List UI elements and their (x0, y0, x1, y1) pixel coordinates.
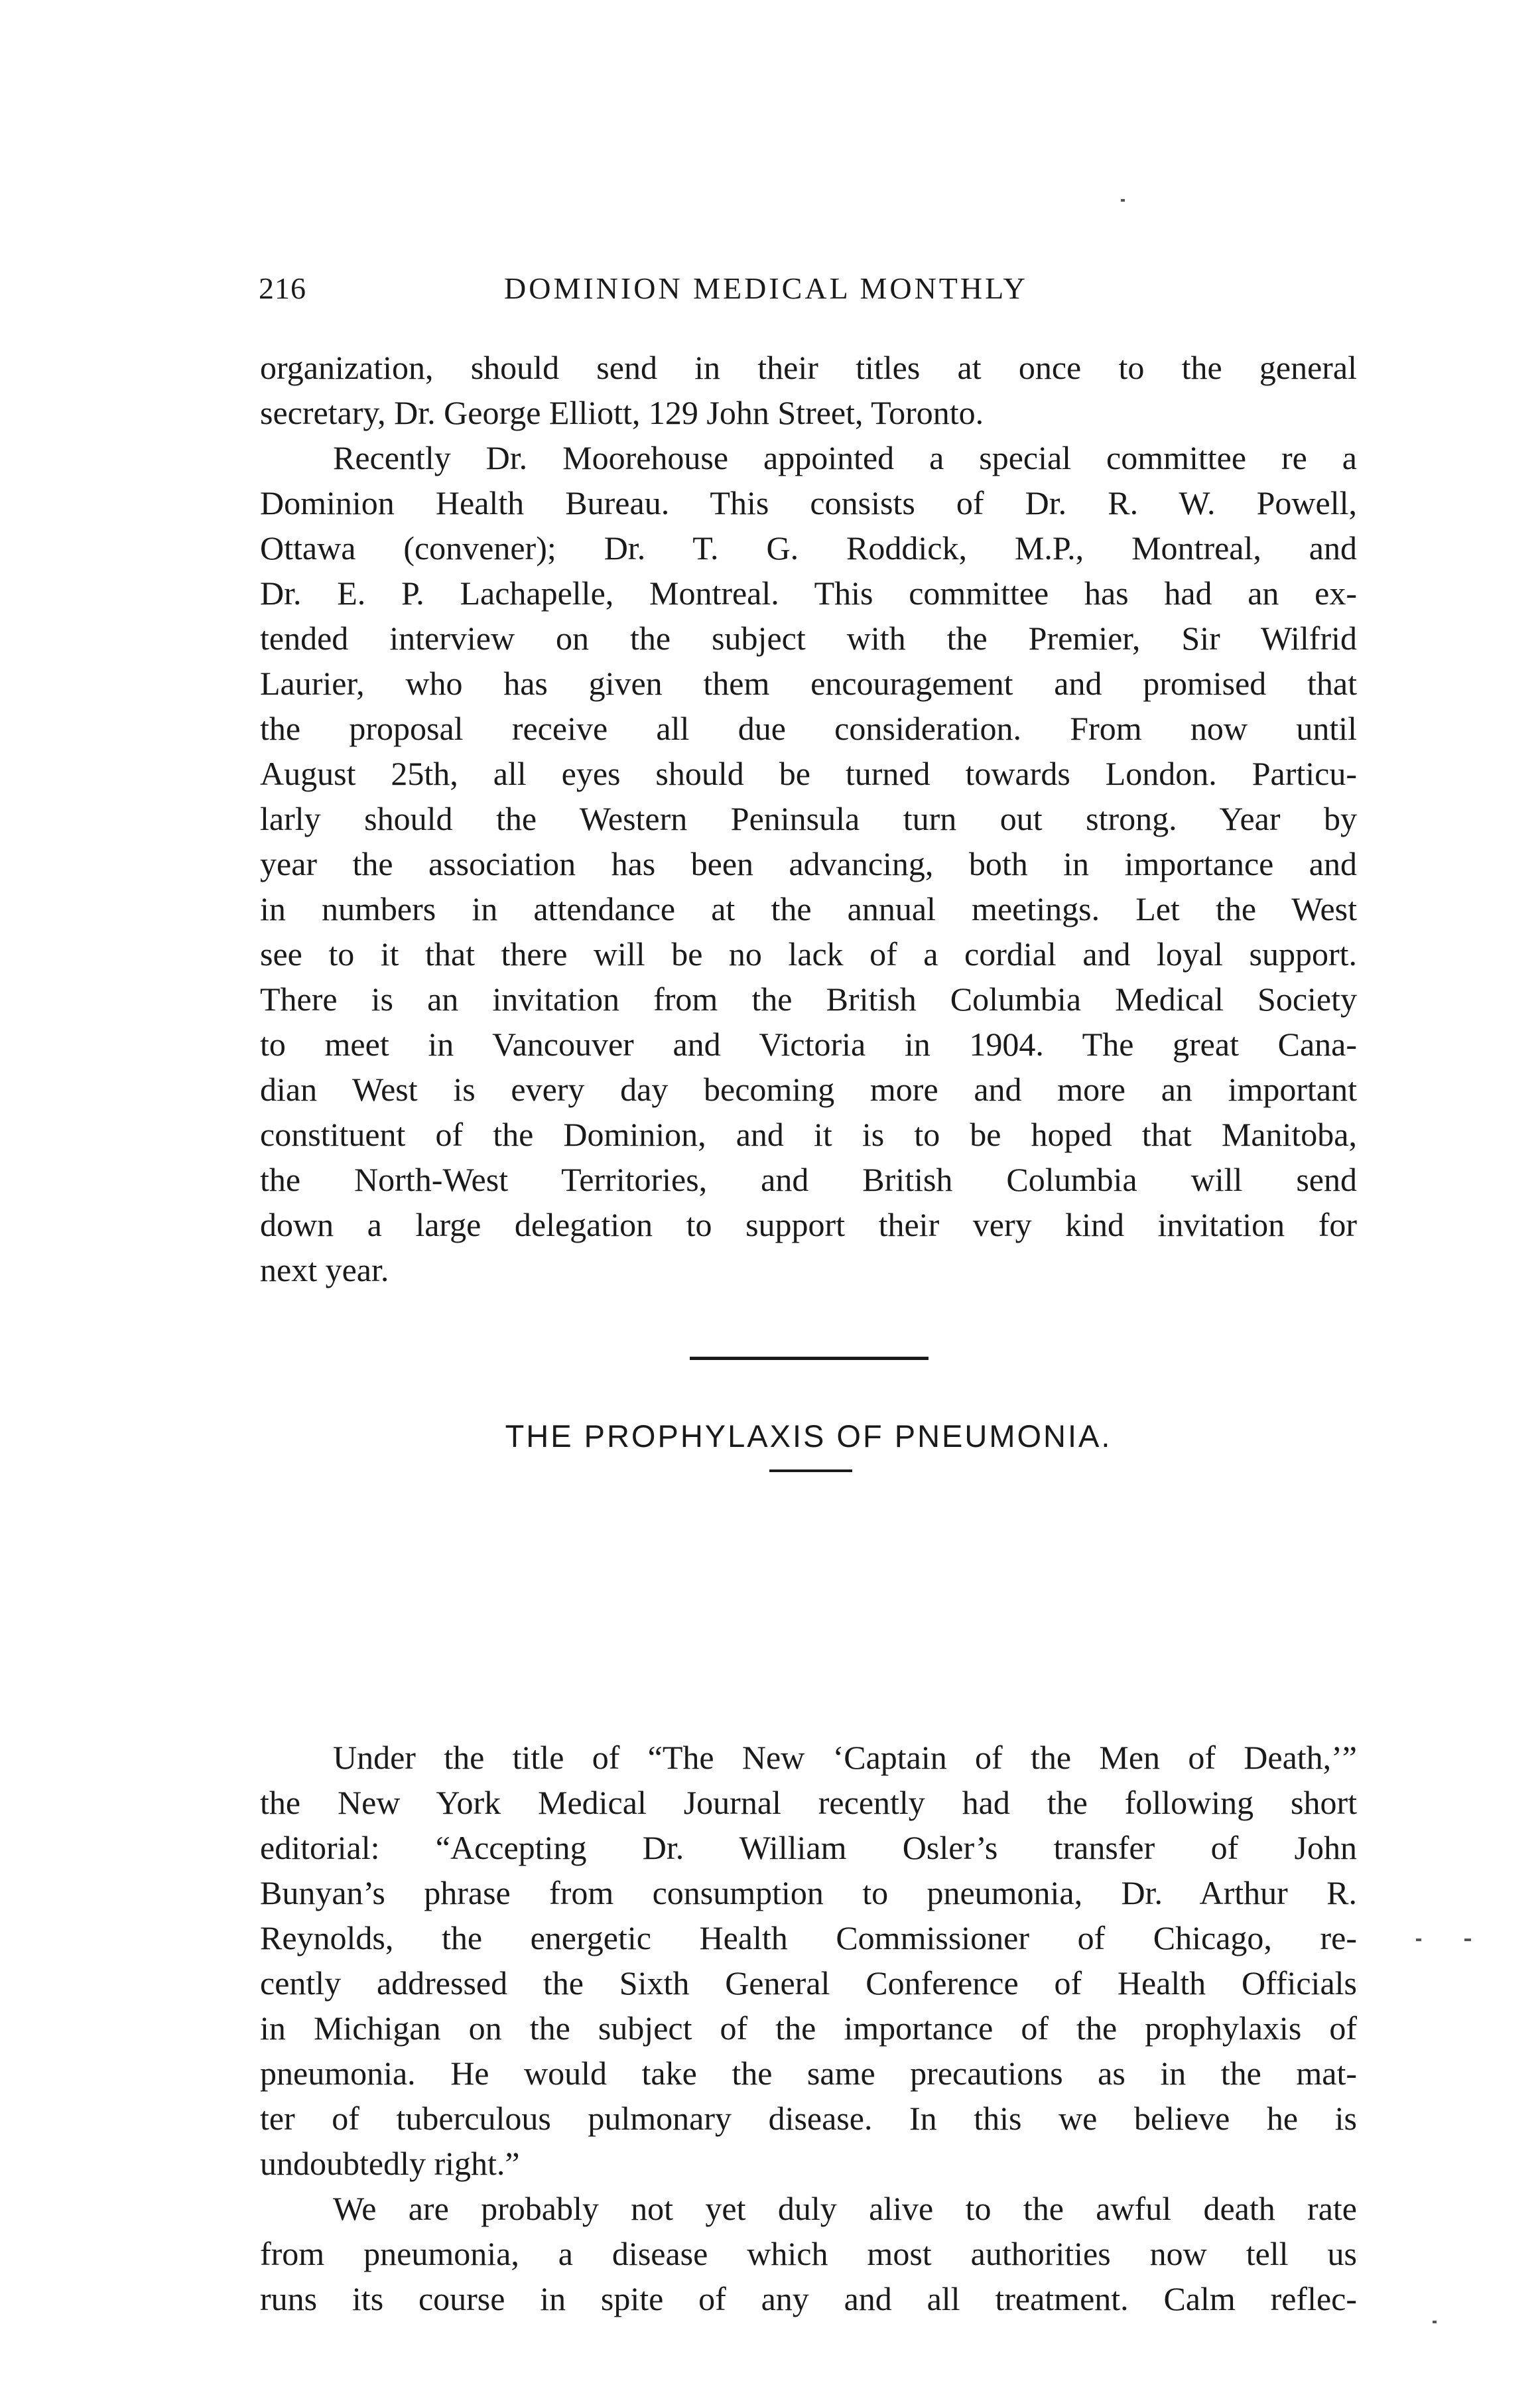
paragraph-2-line: Recently Dr. Moorehouse appointed a special committee re a (333, 439, 1357, 476)
paragraph-2-line: dian West is every day becoming more and more an important (260, 1071, 1357, 1108)
paragraph-2-line: down a large delegation to support their very kind invitation for (260, 1206, 1357, 1243)
body-text-top (260, 345, 1357, 1292)
paragraph-2-line: Dominion Health Bureau. This consists of Dr. R. W. Powell, (260, 484, 1357, 521)
scan-speck (1416, 1939, 1421, 1941)
paragraph-1-line: organization, should send in their titles at once to the general (260, 349, 1357, 386)
paragraph-1-line: secretary, Dr. George Elliott, 129 John Street, Toronto. (260, 394, 984, 431)
scan-speck (1433, 2321, 1437, 2323)
paragraph-3-line: Bunyan’s phrase from consumption to pneumonia, Dr. Arthur R. (260, 1874, 1357, 1911)
scan-speck (1464, 1939, 1471, 1941)
paragraph-2-line: next year. (260, 1251, 389, 1288)
paragraph-3-line: Reynolds, the energetic Health Commissioner of Chicago, re- (260, 1919, 1357, 1956)
paragraph-2-line: Dr. E. P. Lachapelle, Montreal. This committee has had an ex- (260, 575, 1357, 612)
paragraph-4-line: from pneumonia, a disease which most authorities now tell us (260, 2235, 1357, 2272)
paragraph-2-line: tended interview on the subject with the Premier, Sir Wilfrid (260, 620, 1357, 657)
paragraph-3-line: pneumonia. He would take the same precautions as in the mat- (260, 2055, 1357, 2092)
paragraph-2-line: the proposal receive all due consideration. From now until (260, 710, 1357, 747)
running-head (259, 269, 1360, 308)
paragraph-2-line: to meet in Vancouver and Victoria in 1904. The great Cana- (260, 1026, 1357, 1063)
paragraph-2-line: August 25th, all eyes should be turned towards London. Particu- (260, 755, 1357, 792)
paragraph-2-line: Laurier, who has given them encouragement and promised that (260, 665, 1357, 702)
paragraph-3-line: cently addressed the Sixth General Conference of Health Officials (260, 1964, 1357, 2002)
paragraph-2-line: see to it that there will be no lack of a cordial and loyal support. (260, 935, 1357, 973)
paragraph-2-line: year the association has been advancing, both in importance and (260, 845, 1357, 882)
journal-title: DOMINION MEDICAL MONTHLY (504, 271, 1028, 305)
paragraph-2-line: larly should the Western Peninsula turn out strong. Year by (260, 800, 1357, 837)
paragraph-3-line: Under the title of “The New ‘Captain of the Men of Death,’” (333, 1739, 1357, 1776)
scan-speck (1121, 199, 1125, 202)
paragraph-3-line: undoubtedly right.” (260, 2145, 520, 2182)
heading-underline-rule (769, 1469, 852, 1472)
paragraph-2-line: in numbers in attendance at the annual meetings. Let the West (260, 890, 1357, 927)
paragraph-4-line: We are probably not yet duly alive to the awful death rate (333, 2190, 1357, 2227)
section-divider-rule (690, 1357, 929, 1360)
paragraph-3-line: ter of tuberculous pulmonary disease. In this we believe he is (260, 2100, 1357, 2137)
paragraph-2-line: Ottawa (convener); Dr. T. G. Roddick, M.P., Montreal, and (260, 529, 1357, 567)
body-text-bottom (260, 1735, 1357, 2321)
paragraph-3-line: editorial: “Accepting Dr. William Osler’s transfer of John (260, 1829, 1357, 1866)
paragraph-4-line: runs its course in spite of any and all treatment. Calm reflec- (260, 2280, 1357, 2317)
paragraph-3-line: in Michigan on the subject of the importance of the prophylaxis of (260, 2010, 1357, 2047)
section-heading: THE PROPHYLAXIS OF PNEUMONIA. (505, 1418, 1112, 1454)
paragraph-2-line: There is an invitation from the British Columbia Medical Society (260, 981, 1357, 1018)
paragraph-3-line: the New York Medical Journal recently had the following short (260, 1784, 1357, 1821)
paragraph-2-line: constituent of the Dominion, and it is to be hoped that Manitoba, (260, 1116, 1357, 1153)
page-number: 216 (259, 271, 306, 305)
paragraph-2-line: the North-West Territories, and British Columbia will send (260, 1161, 1357, 1198)
